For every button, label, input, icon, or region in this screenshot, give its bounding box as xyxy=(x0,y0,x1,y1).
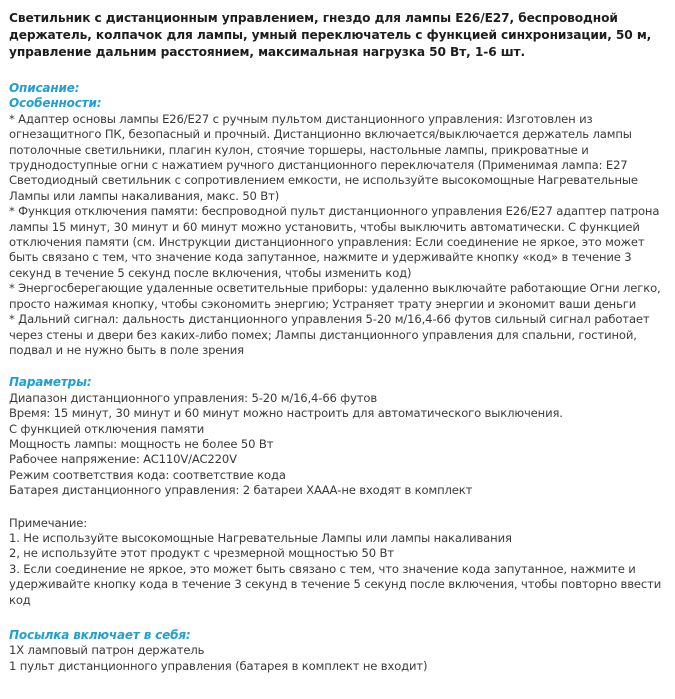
description-section xyxy=(9,81,669,358)
notes-heading: Примечание: xyxy=(9,515,87,530)
parameter-item: Батарея дистанционного управления: 2 батареи ХААА-не входят в комплект xyxy=(9,483,473,498)
notes-section xyxy=(9,516,669,608)
package-section xyxy=(9,628,669,674)
feature-item: * Адаптер основы лампы E26/E27 с ручным пультом дистанционного управления: Изготовлен из огнезащитного ПК, безопасный и прочный. Дистанционно включается/выключается держатель лампы потолочные светильники, плагин кулон, стоячие торшеры, настольные лампы, прикроватные и труднодоступные огни с нажатием ручного дистанционного переключателя (Применимая лампа: E27 Светодиодный светильник с сопротивлением емкости, не используйте высокомощные Нагревательные Лампы или лампы накаливания, макс. 50 Вт) xyxy=(9,111,638,203)
parameter-item: С функцией отключения памяти xyxy=(9,421,205,436)
parameter-item: Рабочее напряжение: AC110V/AC220V xyxy=(9,452,237,467)
features-heading: Особенности: xyxy=(9,96,102,111)
package-item: 1 пульт дистанционного управления (батарея в комплект не входит) xyxy=(9,658,428,673)
product-title: Светильник с дистанционным управлением, гнездо для лампы E26/E27, беспроводной держатель, колпачок для лампы, умный переключатель с функцией синхронизации, 50 м, управление дальним расстоянием, максимальная нагрузка 50 Вт, 1-6 шт. xyxy=(9,11,652,59)
feature-item: * Дальний сигнал: дальность дистанционного управления 5-20 м/16,4-66 футов сильный сигнал работает через стены и двери без каких-либо помех; Лампы дистанционного управления для спальни, гостиной, подвал и не нужно быть в поле зрения xyxy=(9,312,650,357)
parameter-item: Диапазон дистанционного управления: 5-20 м/16,4-66 футов xyxy=(9,390,378,405)
parameter-item: Время: 15 минут, 30 минут и 60 минут можно настроить для автоматического выключения. xyxy=(9,406,563,421)
product-description xyxy=(9,10,669,674)
package-heading: Посылка включает в себя: xyxy=(9,628,191,642)
parameter-item: Мощность лампы: мощность не более 50 Вт xyxy=(9,436,274,451)
parameter-item: Режим соответствия кода: соответствие кода xyxy=(9,467,286,482)
description-heading: Описание: xyxy=(9,81,80,95)
parameters-heading: Параметры: xyxy=(9,375,92,390)
note-item: 2, не используйте этот продукт с чрезмерной мощностью 50 Вт xyxy=(9,546,394,561)
parameters-section xyxy=(9,375,669,498)
note-item: 1. Не используйте высокомощные Нагревательные Лампы или лампы накаливания xyxy=(9,530,512,545)
feature-item: * Функция отключения памяти: беспроводной пульт дистанционного управления E26/E27 адаптер патрона лампы 15 минут, 30 минут и 60 минут можно установить, чтобы выключить автоматически. С функцией отключения памяти (см. Инструкции дистанционного управления: Если соединение не яркое, это может быть связано с тем, что значение кода запутанное, нажмите и удерживайте кнопку «код» в течение 3 секунд в течение 5 секунд после включения, чтобы изменить код) xyxy=(9,204,660,280)
feature-item: * Энергосберегающие удаленные осветительные приборы: удаленно выключайте работающие Огни легко, просто нажимая кнопку, чтобы сэкономить энергию; Устраняет трату энергии и экономит ваши деньги xyxy=(9,281,661,311)
package-item: 1X ламповый патрон держатель xyxy=(9,643,205,658)
note-item: 3. Если соединение не яркое, это может быть связано с тем, что значение кода запутанное, нажмите и удерживайте кнопку кода в течение 3 секунд в течение 5 секунд после включения, чтобы повторно ввести код xyxy=(9,561,662,607)
